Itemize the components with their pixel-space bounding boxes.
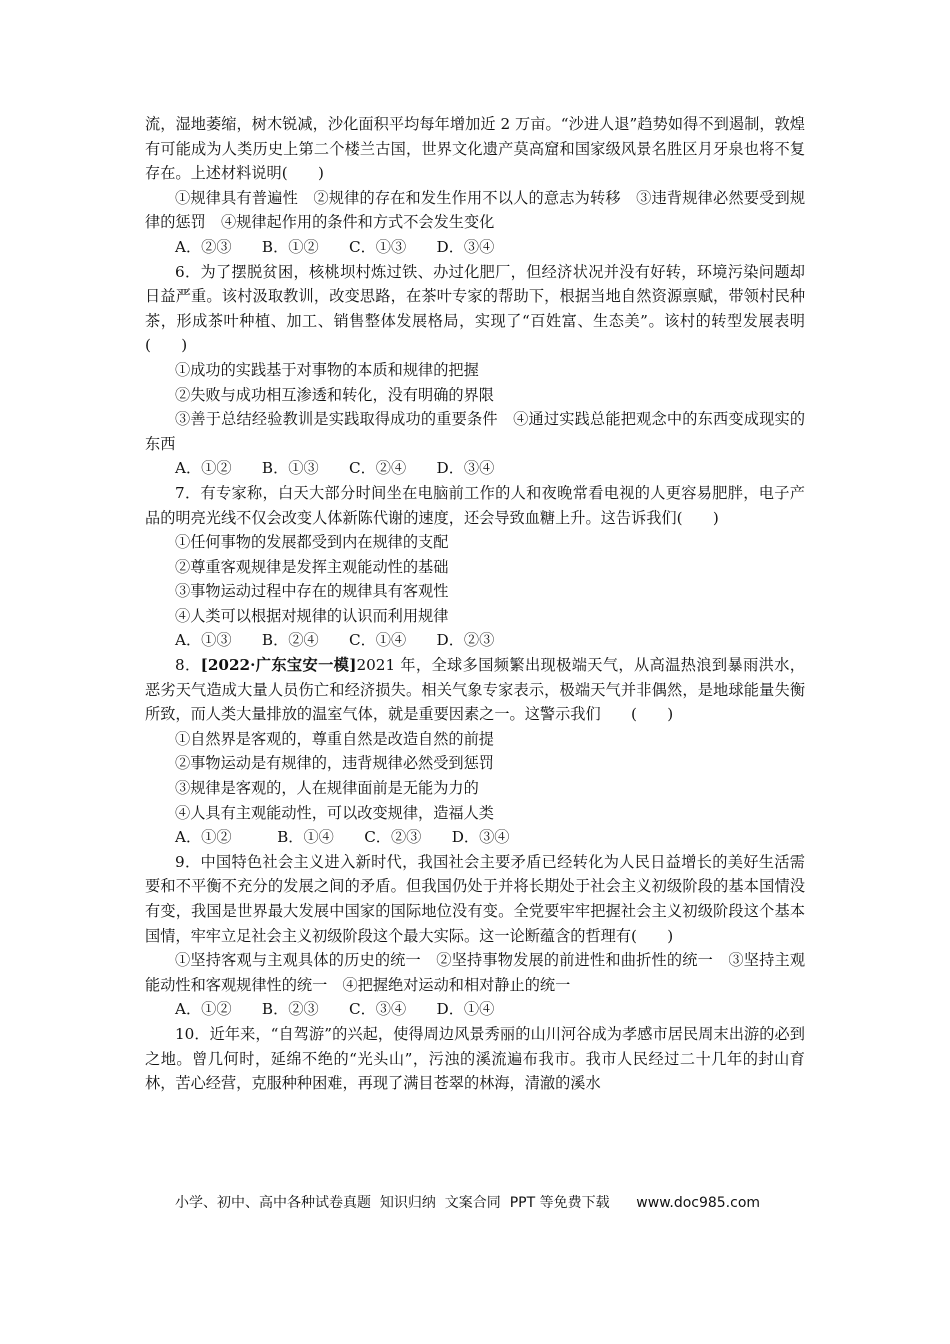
q7-statement-3: ③事物运动过程中存在的规律具有客观性 bbox=[175, 582, 449, 601]
q5-continuation: 流，湿地萎缩，树木锐减，沙化面积平均每年增加近 2 万亩。“沙进人退”趋势如得不到遏制，敦煌有可能成为人类历史上第二个楼兰古国，世界文化遗产莫高窟和国家级风景名胜区月牙泉也将不复存在。上述材料说明( ) bbox=[145, 115, 805, 183]
q8-statement-2: ②事物运动是有规律的，违背规律必然受到惩罚 bbox=[175, 754, 494, 773]
q7-statement-1: ①任何事物的发展都受到内在规律的支配 bbox=[175, 533, 449, 552]
q8-stem: 2021 年，全球多国频繁出现极端天气，从高温热浪到暴雨洪水，恶劣天气造成大量人员伤亡和经济损失。相关气象专家表示，极端天气并非偶然，是地球能量失衡所致，而人类大量排放的温室气体，就是重要因素之一。这警示我们 ( ) bbox=[145, 656, 805, 724]
q8-source: [2022·广东宝安一模] bbox=[200, 656, 357, 675]
footer-banner bbox=[175, 1192, 760, 1212]
q8-statement-3: ③规律是客观的，人在规律面前是无能为力的 bbox=[175, 779, 479, 798]
q6-stem: 6．为了摆脱贫困，核桃坝村炼过铁、办过化肥厂，但经济状况并没有好转，环境污染问题却日益严重。该村汲取教训，改变思路，在茶叶专家的帮助下，根据当地自然资源禀赋，带领村民种茶，形成茶叶种植、加工、销售整体发展格局，实现了“百姓富、生态美”。该村的转型发展表明( ) bbox=[145, 262, 805, 355]
q9-options: A．①② B．②③ C．③④ D．①④ bbox=[175, 1000, 495, 1019]
q10-stem: 10．近年来，“自驾游”的兴起，使得周边风景秀丽的山川河谷成为孝感市居民周末出游的必到之地。曾几何时，延绵不绝的“光头山”，污浊的溪流遍布我市。我市人民经过二十几年的封山育林，苦心经营，克服种种困难，再现了满目苍翠的林海，清澈的溪水 bbox=[145, 1024, 805, 1093]
q8-statement-1: ①自然界是客观的，尊重自然是改造自然的前提 bbox=[175, 729, 494, 748]
q6-statement-3-4: ③善于总结经验教训是实践取得成功的重要条件 ④通过实践总能把观念中的东西变成现实的东西 bbox=[145, 410, 805, 453]
q7-options: A．①③ B．②④ C．①④ D．②③ bbox=[175, 631, 495, 650]
q9-stem: 9．中国特色社会主义进入新时代，我国社会主要矛盾已经转化为人民日益增长的美好生活需要和不平衡不充分的发展之间的矛盾。但我国仍处于并将长期处于社会主义初级阶段的基本国情没有变，我国是世界最大发展中国家的国际地位没有变。全党要牢牢把握社会主义初级阶段这个基本国情，牢牢立足社会主义初级阶段这个最大实际。这一论断蕴含的哲理有( ) bbox=[145, 852, 805, 945]
q6-statement-2: ②失败与成功相互渗透和转化，没有明确的界限 bbox=[175, 385, 494, 404]
q8-options: A．①② B．①④ C．②③ D．③④ bbox=[175, 828, 510, 847]
q6-statement-1: ①成功的实践基于对事物的本质和规律的把握 bbox=[175, 360, 479, 379]
q6-options: A．①② B．①③ C．②④ D．③④ bbox=[175, 459, 495, 478]
footer-text: 小学、初中、高中各种试卷真题 知识归纳 文案合同 PPT 等免费下载 bbox=[175, 1195, 610, 1211]
q5-statements: ①规律具有普遍性 ②规律的存在和发生作用不以人的意志为转移 ③违背规律必然要受到规律的惩罚 ④规律起作用的条件和方式不会发生变化 bbox=[145, 188, 805, 232]
q8-number: 8． bbox=[175, 656, 201, 675]
q9-statements: ①坚持客观与主观具体的历史的统一 ②坚持事物发展的前进性和曲折性的统一 ③坚持主观能动性和客观规律性的统一 ④把握绝对运动和相对静止的统一 bbox=[145, 951, 805, 994]
q8-statement-4: ④人具有主观能动性，可以改变规律，造福人类 bbox=[175, 803, 494, 822]
q7-statement-4: ④人类可以根据对规律的认识而利用规律 bbox=[175, 606, 449, 625]
question-content bbox=[145, 112, 805, 1096]
q8-stem-block bbox=[145, 653, 805, 727]
q5-options: A．②③ B．①② C．①③ D．③④ bbox=[175, 237, 495, 256]
q7-statement-2: ②尊重客观规律是发挥主观能动性的基础 bbox=[175, 557, 449, 576]
footer-site-link[interactable]: www.doc985.com bbox=[636, 1195, 761, 1211]
q7-stem: 7．有专家称，白天大部分时间坐在电脑前工作的人和夜晚常看电视的人更容易肥胖，电子产品的明亮光线不仅会改变人体新陈代谢的速度，还会导致血糖上升。这告诉我们( ) bbox=[145, 483, 805, 527]
